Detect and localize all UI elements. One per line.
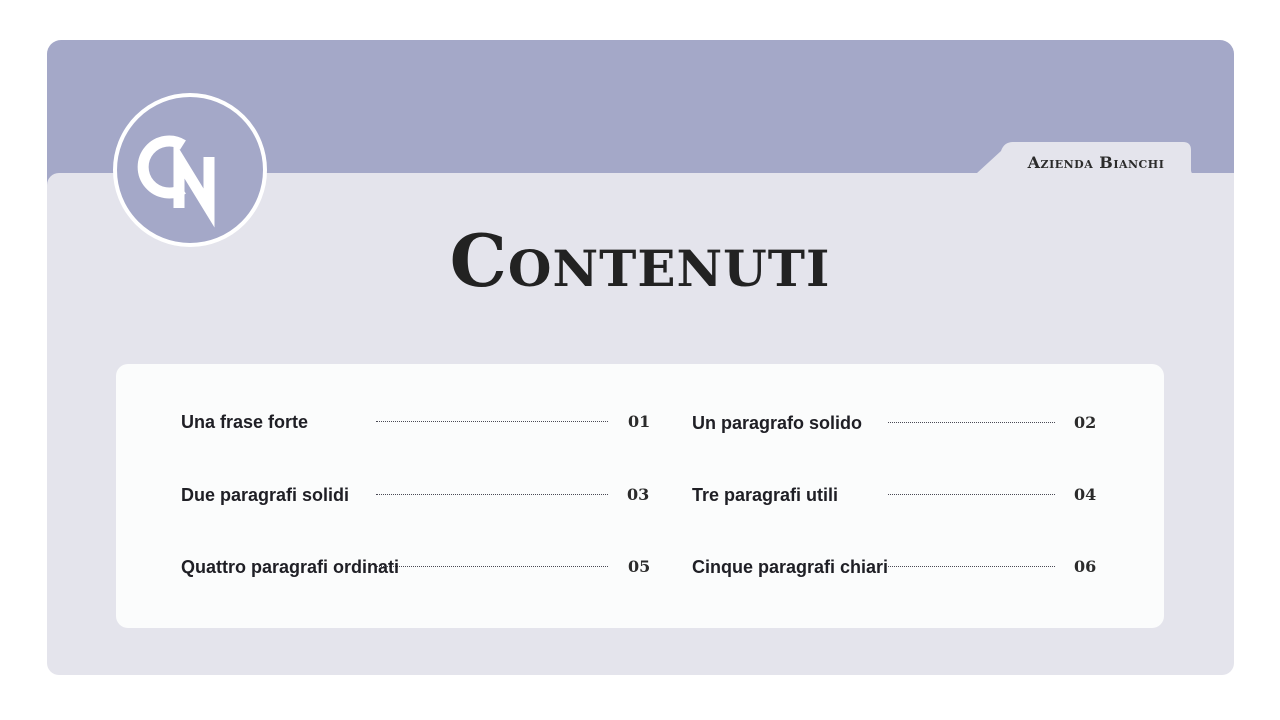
toc-item-number: 02	[1074, 413, 1097, 432]
toc-card	[116, 364, 1164, 628]
dotted-leader	[888, 422, 1055, 423]
dotted-leader	[888, 494, 1055, 495]
toc-item-number: 01	[628, 412, 651, 431]
toc-item[interactable]	[181, 481, 650, 509]
toc-item-label: Due paragrafi solidi	[181, 485, 350, 505]
company-name: Azienda Bianchi	[1027, 153, 1165, 172]
toc-item-label: Cinque paragrafi chiari	[692, 557, 889, 577]
dotted-leader	[376, 566, 608, 567]
toc-item-label: Quattro paragrafi ordinati	[181, 557, 400, 577]
toc-item[interactable]	[181, 553, 651, 581]
dotted-leader	[376, 421, 608, 422]
toc-item-number: 06	[1074, 557, 1097, 576]
toc-item-number: 03	[627, 485, 650, 504]
toc-item[interactable]	[692, 553, 1096, 581]
dotted-leader	[376, 494, 608, 495]
toc-item[interactable]	[181, 408, 651, 436]
toc-item-label: Tre paragrafi utili	[692, 485, 839, 505]
toc-item-number: 05	[628, 557, 651, 576]
toc-item[interactable]	[692, 481, 1096, 509]
toc-item[interactable]	[692, 409, 1096, 437]
toc-item-label: Una frase forte	[181, 412, 309, 432]
page-title: Contenuti	[449, 218, 831, 303]
dotted-leader	[888, 566, 1055, 567]
toc-item-number: 04	[1074, 485, 1097, 504]
toc-item-label: Un paragrafo solido	[692, 413, 863, 433]
